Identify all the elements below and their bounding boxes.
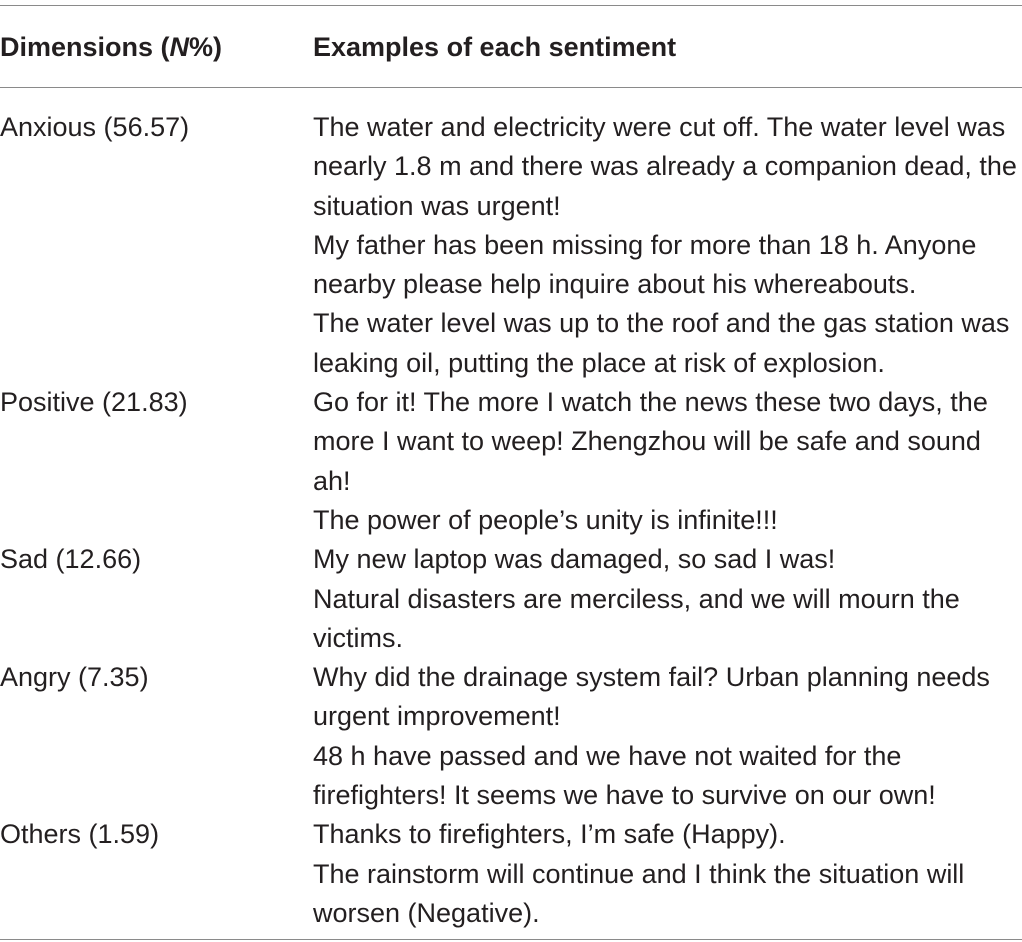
- header-dimensions-n: N: [169, 32, 190, 62]
- examples-cell: [313, 108, 1022, 383]
- example-text: Go for it! The more I watch the news these two days, the more I want to weep! Zhengzhou will be safe and sound ah!: [313, 387, 988, 496]
- table-header-rule: [0, 87, 1022, 88]
- header-examples: Examples of each sentiment: [313, 32, 677, 62]
- table-row: [0, 540, 1022, 658]
- table-row: [0, 658, 1022, 815]
- header-dimensions-prefix: Dimensions (: [0, 32, 170, 62]
- example-text: Why did the drainage system fail? Urban planning needs urgent improvement!: [313, 662, 990, 732]
- example-text: The water and electricity were cut off. The water level was nearly 1.8 m and there was already a companion dead, the situation was urgent!: [313, 112, 1017, 221]
- example-text: 48 h have passed and we have not waited for the firefighters! It seems we have to survive on our own!: [313, 740, 936, 811]
- dimension-cell: Positive (21.83): [0, 387, 188, 418]
- header-dimensions: [0, 32, 222, 63]
- examples-cell: [313, 815, 1022, 933]
- dimension-cell: Anxious (56.57): [0, 112, 190, 142]
- dimension-cell: Angry (7.35): [0, 662, 149, 693]
- example-text: The water level was up to the roof and the gas station was leaking oil, putting the place at risk of explosion.: [313, 308, 1010, 378]
- table-row: [0, 383, 1022, 540]
- example-text: The power of people’s unity is infinite!!!: [313, 504, 778, 535]
- table-row: [0, 108, 1022, 383]
- dimension-cell: Sad (12.66): [0, 544, 142, 575]
- dimension-cell: Others (1.59): [0, 819, 160, 850]
- table-body: [0, 108, 1022, 933]
- example-text: Thanks to firefighters, I’m safe (Happy).: [313, 819, 786, 850]
- header-dimensions-suffix: %): [189, 32, 223, 62]
- example-text: My new laptop was damaged, so sad I was!: [313, 544, 836, 575]
- example-text: Natural disasters are merciless, and we will mourn the victims.: [313, 583, 960, 653]
- table-row: [0, 815, 1022, 933]
- examples-cell: [313, 658, 1022, 815]
- table-header-row: [0, 5, 1022, 87]
- examples-cell: [313, 383, 1022, 540]
- table-bottom-rule: [0, 939, 1022, 940]
- examples-cell: [313, 540, 1022, 658]
- example-text: My father has been missing for more than 18 h. Anyone nearby please help inquire about his whereabouts.: [313, 229, 977, 300]
- example-text: The rainstorm will continue and I think the situation will worsen (Negative).: [313, 858, 965, 928]
